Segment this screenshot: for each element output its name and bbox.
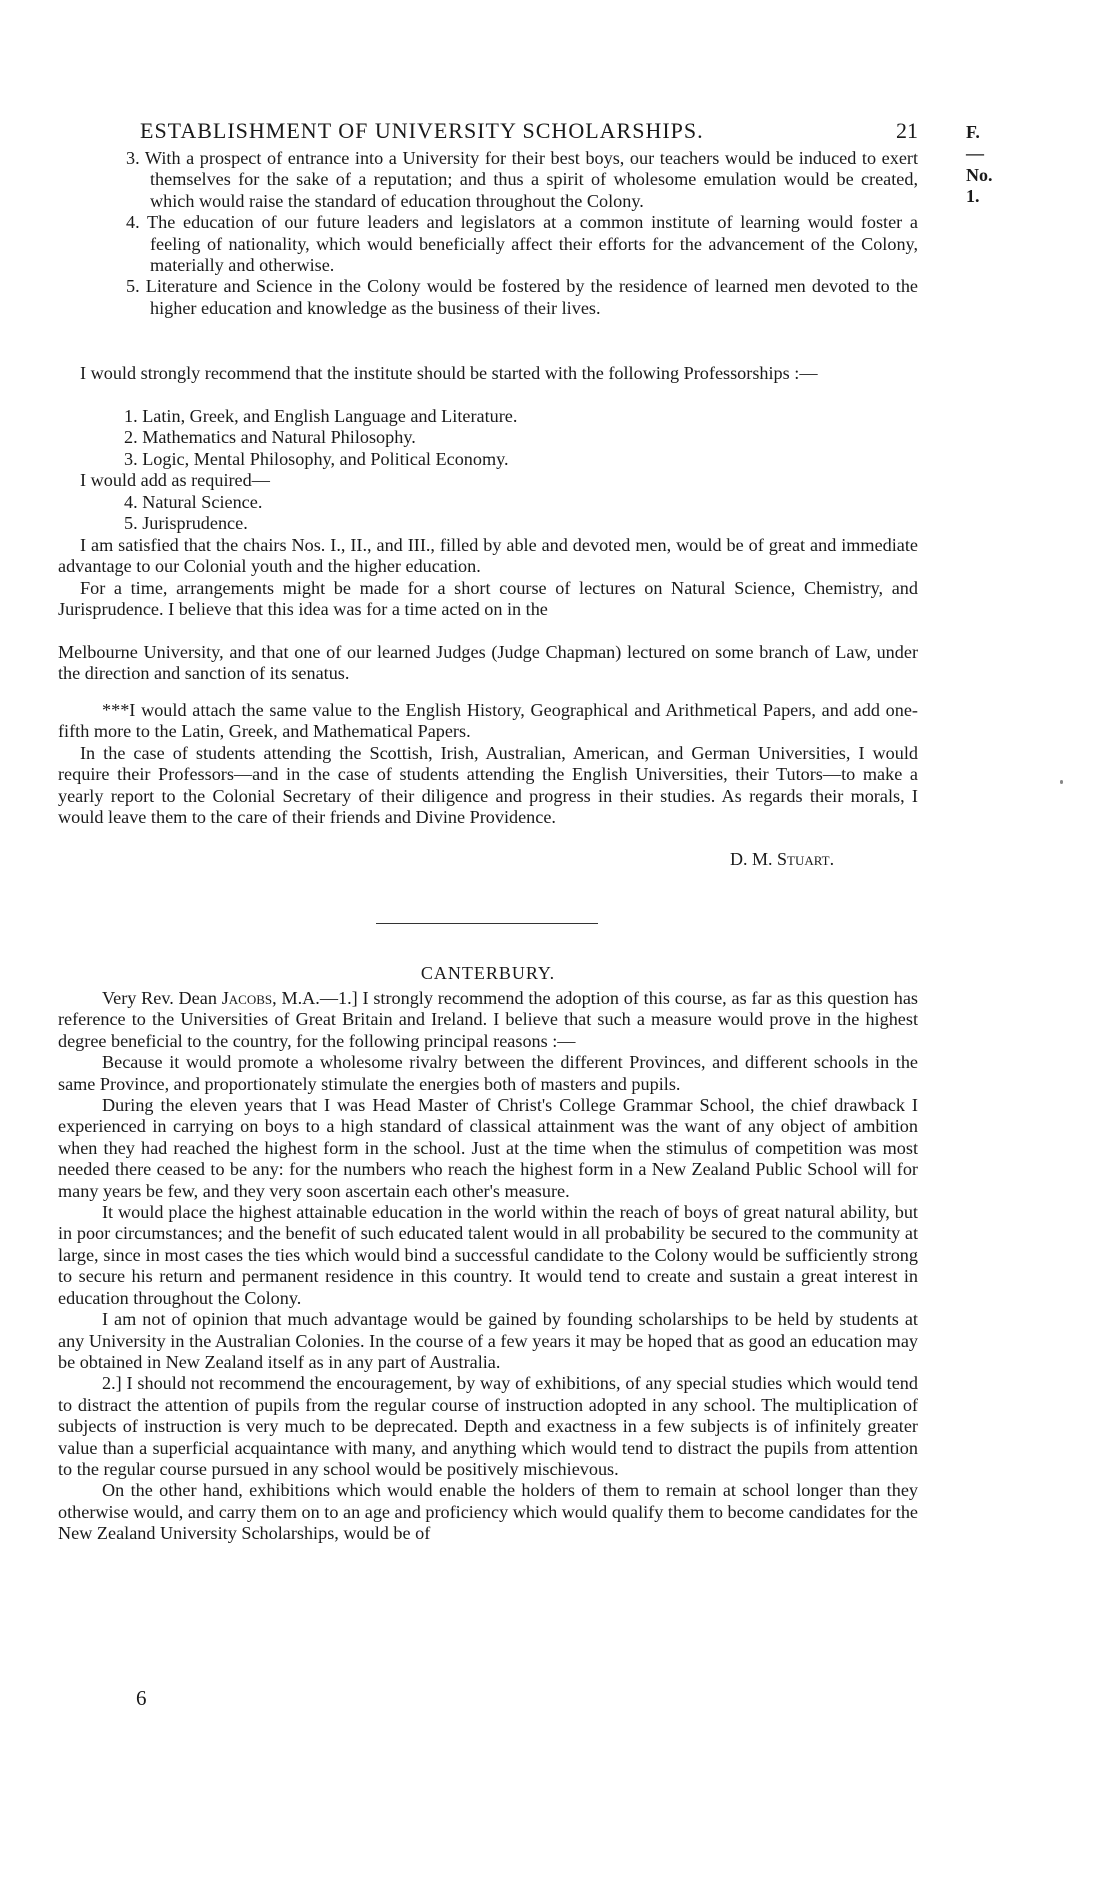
signature-initials: D. M. bbox=[730, 849, 773, 869]
section-divider bbox=[376, 923, 598, 924]
section-heading-canterbury: CANTERBURY. bbox=[420, 963, 556, 983]
additional-item-4: 4. Natural Science. bbox=[124, 491, 263, 512]
professorship-item-2: 2. Mathematics and Natural Philosophy. bbox=[124, 427, 416, 448]
canterbury-point-two: 2.] I should not recommend the encouragement, by way of exhibitions, of any special studies which would tend to distract the attention of pupils from the regular course of instruction adopted in any school. The multiplication of subjects of instruction is very much to be deprecated. Depth and exactness in a few subjects is of infinitely greater value than a superficial acquaintance with many, and anything which would tend to distract the pupils from attention to the regular course pursued in any school would be positively mischievous. bbox=[58, 1373, 918, 1479]
canterbury-opinion: I am not of opinion that much advantage would be gained by founding scholarships to be held by students at any University in the Australian Colonies. In the course of a few years it may be hoped that as good an education may be obtained in New Zealand itself as in any part of Australia. bbox=[58, 1309, 918, 1372]
time-paragraph: For a time, arrangements might be made for a short course of lectures on Natural Science, Chemistry, and Jurisprudence. I believe that this idea was for a time acted on in the bbox=[58, 577, 918, 620]
satisfied-paragraph-block bbox=[58, 535, 918, 621]
satisfied-paragraph: I am satisfied that the chairs Nos. I., II., and III., filled by able and devoted men, would be of great and immediate advantage to our Colonial youth and the higher education. bbox=[58, 535, 918, 577]
recommend-paragraph: I would strongly recommend that the institute should be started with the following Professorships :— bbox=[80, 363, 818, 383]
canterbury-because: Because it would promote a wholesome rivalry between the different Provinces, and different schools in the same Province, and proportionately stimulate the energies both of masters and pupils. bbox=[58, 1052, 918, 1094]
canterbury-during: During the eleven years that I was Head Master of Christ's College Grammar School, the chief drawback I experienced in carrying on boys to a high standard of classical attainment was the want of any object of ambition when they had reached the highest form in the school. Just at the time when the stimulus of competition was most needed there ceased to be any: for the numbers who reach the highest form in a New Zealand Public School will for many years be few, and they very soon ascertain each other's measure. bbox=[58, 1095, 918, 1201]
canterbury-intro bbox=[58, 988, 918, 1052]
reason-item-4: 4. The education of our future leaders and legislators at a common institute of learning would foster a feeling of nationality, which would beneficially affect their efforts for the advancement of the Colony, materially and otherwise. bbox=[126, 212, 918, 276]
students-paragraph: In the case of students attending the Scottish, Irish, Australian, American, and German Universities, I would require their Professors—and in the case of students attending the English Universities, their Tutors—to make a yearly report to the Colonial Secretary of their diligence and progress in their studies. As regards their morals, I would leave them to the care of their friends and Divine Providence. bbox=[58, 742, 918, 828]
signature-mark: 6 bbox=[136, 1686, 147, 1710]
melbourne-paragraph: Melbourne University, and that one of our learned Judges (Judge Chapman) lectured on some branch of Law, under the direction and sanction of its senatus. bbox=[58, 642, 918, 684]
reason-item-3: 3. With a prospect of entrance into a University for their best boys, our teachers would be induced to exert themselves for the sake of a reputation; and thus a spirit of wholesome emulation would be created, which would raise the standard of education throughout the Colony. bbox=[126, 148, 918, 211]
page-number: 21 bbox=[896, 118, 918, 143]
intro-name: Jacobs bbox=[221, 988, 273, 1008]
professorship-item-1: 1. Latin, Greek, and English Language and Literature. bbox=[124, 406, 518, 426]
reason-item-5: 5. Literature and Science in the Colony would be fostered by the residence of learned men devoted to the higher education and knowledge as the business of their lives. bbox=[126, 276, 918, 318]
canterbury-section bbox=[58, 988, 918, 1545]
margin-speck bbox=[1060, 780, 1063, 784]
professorships-list bbox=[58, 406, 918, 534]
document-reference: F.—No. 1. bbox=[966, 122, 993, 207]
professorship-item-3: 3. Logic, Mental Philosophy, and Political Economy. bbox=[124, 448, 509, 469]
canterbury-other-hand: On the other hand, exhibitions which would enable the holders of them to remain at school longer than they otherwise would, and carry them on to an age and proficiency which would qualify them to become candidates for the New Zealand University Scholarships, would be of bbox=[58, 1480, 918, 1544]
intro-title: Very Rev. Dean bbox=[102, 988, 217, 1008]
header-title: ESTABLISHMENT OF UNIVERSITY SCHOLARSHIPS. bbox=[140, 118, 704, 143]
signature-stuart bbox=[730, 849, 834, 870]
canterbury-place: It would place the highest attainable education in the world within the reach of boys of great natural ability, but in poor circumstances; and the benefit of such educated talent would in all probability be secured to the community at large, since in most cases the ties which would bind a successful candidate to the Colony would be sufficiently strong to secure his return and permanent residence in this country. It would tend to create and sustain a great interest in education throughout the Colony. bbox=[58, 1202, 918, 1308]
additional-intro: I would add as required— bbox=[80, 470, 270, 491]
recommend-paragraph-block bbox=[58, 363, 918, 384]
melbourne-paragraph-block bbox=[58, 642, 918, 685]
reasons-list bbox=[58, 148, 918, 319]
intro-rest: , M.A.—1.] I strongly recommend the adoption of this course, as far as this question has reference to the Universities of Great Britain and Ireland. I believe that such a measure would prove in the highest degree beneficial to the country, for the following principal reasons :— bbox=[58, 988, 918, 1051]
asterism-paragraph: *⁣*⁣*I would attach the same value to the English History, Geographical and Arithmetical Papers, and add one-fifth more to the Latin, Greek, and Mathematical Papers. bbox=[58, 700, 918, 742]
signature-surname: Stuart. bbox=[777, 849, 835, 869]
additional-item-5: 5. Jurisprudence. bbox=[124, 513, 248, 534]
asterism-paragraph-block bbox=[58, 700, 918, 828]
